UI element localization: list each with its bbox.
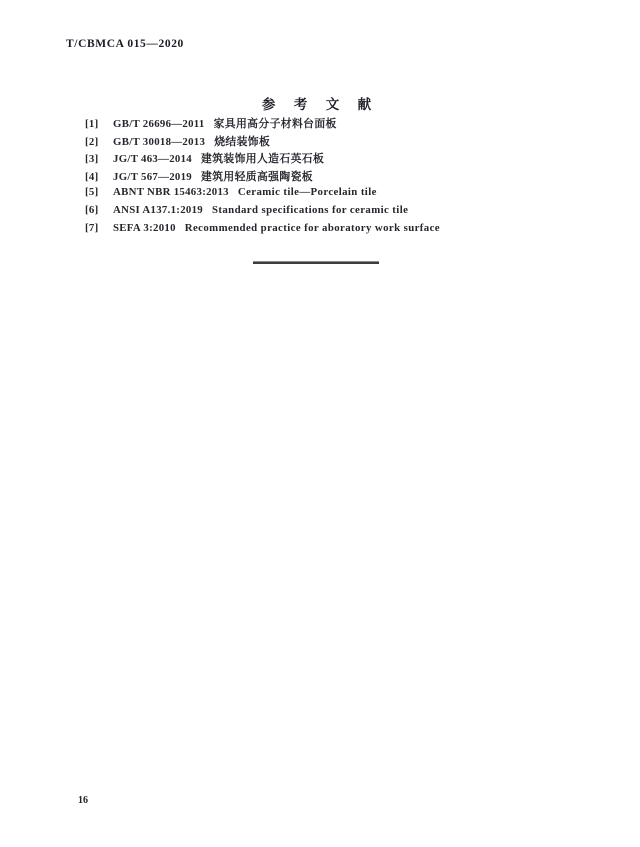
reference-title: Ceramic tile—Porcelain tile <box>237 186 377 199</box>
reference-item <box>85 222 565 240</box>
reference-title: 建筑用轻质高强陶瓷板 <box>201 170 313 183</box>
reference-number: [3] <box>85 153 99 166</box>
reference-standard-code: SEFA 3:2010 <box>113 221 176 234</box>
reference-item <box>85 134 565 152</box>
reference-standard-code: JG/T 463—2014 <box>113 153 192 166</box>
standard-number-header: T/CBMCA 015—2020 <box>66 38 184 50</box>
reference-standard-code: JG/T 567—2019 <box>113 170 192 183</box>
reference-number: [6] <box>85 203 99 216</box>
reference-standard-code: GB/T 30018—2013 <box>113 135 206 148</box>
reference-title: Standard specifications for ceramic tile <box>211 203 409 216</box>
reference-standard-code: ABNT NBR 15463:2013 <box>113 186 229 199</box>
reference-title: 烧结装饰板 <box>214 135 271 148</box>
page-number: 16 <box>78 795 88 806</box>
reference-number: [7] <box>85 221 99 234</box>
reference-title: 家具用高分子材料台面板 <box>213 118 337 130</box>
reference-number: [2] <box>85 135 99 148</box>
reference-number: [1] <box>85 118 99 130</box>
reference-item <box>85 186 565 204</box>
reference-number: [5] <box>85 186 99 199</box>
reference-number: [4] <box>85 170 99 183</box>
end-of-document-divider <box>253 261 379 264</box>
reference-item <box>85 169 565 187</box>
references-section-title: 参 考 文 献 <box>261 97 375 113</box>
reference-title: Recommended practice for aboratory work surface <box>184 221 440 234</box>
reference-list <box>85 116 565 239</box>
reference-standard-code: ANSI A137.1:2019 <box>113 203 203 216</box>
reference-title: 建筑装饰用人造石英石板 <box>201 153 325 166</box>
reference-item <box>85 116 565 134</box>
reference-standard-code: GB/T 26696—2011 <box>113 118 205 130</box>
reference-item <box>85 151 565 169</box>
reference-item <box>85 204 565 222</box>
